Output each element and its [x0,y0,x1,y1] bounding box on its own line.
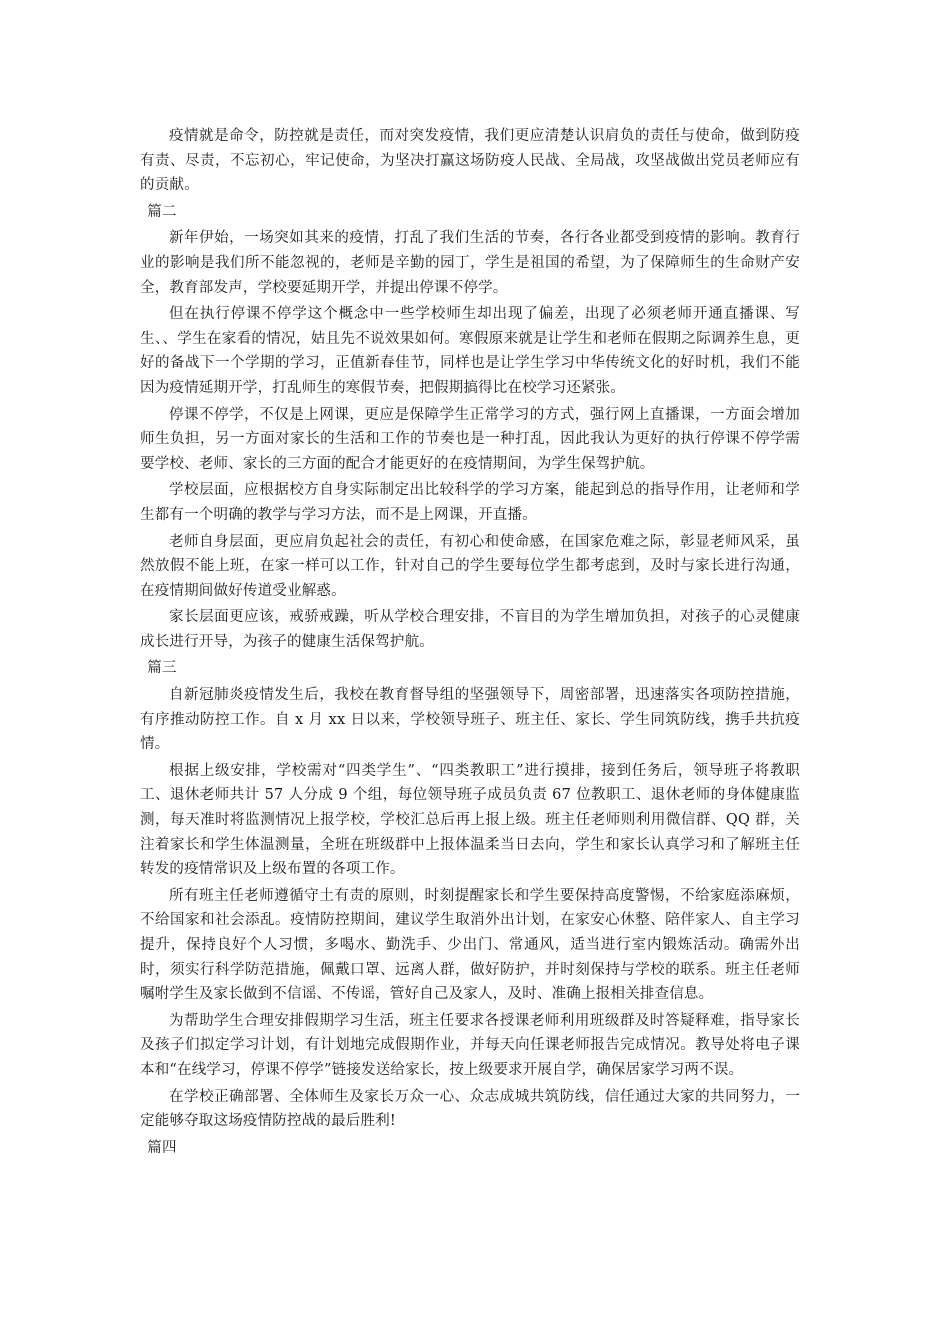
paragraph: 所有班主任老师遵循守土有责的原则，时刻提醒家长和学生要保持高度警惕，不给家庭添麻烦，不给国家和社会添乱。疫情防控期间，建议学生取消外出计划，在家安心休整、陪伴家人、自主学习提升，保持良好个人习惯，多喝水、勤洗手、少出门、常通风，适当进行室内锻炼活动。确需外出时，须实行科学防范措施，佩戴口罩、远离人群，做好防护，并时刻保持与学校的联系。班主任老师嘱咐学生及家长做到不信谣、不传谣，管好自己及家人，及时、准确上报相关排查信息。 [140,887,800,1003]
section-heading: 篇三 [147,660,177,677]
paragraph: 为帮助学生合理安排假期学习生活，班主任要求各授课老师利用班级群及时答疑释难，指导家长及孩子们拟定学习计划，有计划地完成假期作业，并每天向任课老师报告完成情况。教导处将电子课本和“在线学习，停课不停学”链接发送给家长，按上级要求开展自学，确保居家学习两不误。 [140,1012,800,1078]
paragraph: 停课不停学，不仅是上网课，更应是保障学生正常学习的方式，强行网上直播课，一方面会增加师生负担，另一方面对家长的生活和工作的节奏也是一种打乱，因此我认为更好的执行停课不停学需要学校、老师、家长的三方面的配合才能更好的在疫情期间，为学生保驾护航。 [140,406,800,472]
paragraph: 疫情就是命令，防控就是责任，而对突发疫情，我们更应清楚认识肩负的责任与使命，做到防疫有责、尽责，不忘初心，牢记使命，为坚决打赢这场防疫人民战、全局战，攻坚战做出党员老师应有的贡献。 [140,128,800,194]
paragraph: 老师自身层面，更应肩负起社会的责任，有初心和使命感，在国家危难之际，彰显老师风采，虽然放假不能上班，在家一样可以工作，针对自己的学生要每位学生都考虑到，及时与家长进行沟通，在疫情期间做好传道受业解惑。 [140,533,800,599]
paragraph: 家长层面更应该，戒骄戒躁，听从学校合理安排，不盲目的为学生增加负担，对孩子的心灵健康成长进行开导，为孩子的健康生活保驾护航。 [140,609,800,650]
paragraph: 自新冠肺炎疫情发生后，我校在教育督导组的坚强领导下，周密部署，迅速落实各项防控措施，有序推动防控工作。自 x 月 xx 日以来，学校领导班子、班主任、家长、学生同筑防线，携手共抗疫情。 [140,687,800,753]
paragraph: 在学校正确部署、全体师生及家长万众一心、众志成城共筑防线，信任通过大家的共同努力，一定能够夺取这场疫情防控战的最后胜利! [140,1088,800,1130]
section-heading: 篇四 [147,1139,177,1156]
document-body [140,124,800,1162]
paragraph: 但在执行停课不停学这个概念中一些学校师生却出现了偏差，出现了必须老师开通直播课、写生、、学生在家看的情况，姑且先不说效果如何。寒假原来就是让学生和老师在假期之际调养生息，更好的备战下一个学期的学习，正值新春佳节，同样也是让学生学习中华传统文化的好时机，我们不能因为疫情延期开学，打乱师生的寒假节奏，把假期搞得比在校学习还紧张。 [140,306,800,396]
paragraph: 新年伊始，一场突如其来的疫情，打乱了我们生活的节奏，各行各业都受到疫情的影响。教育行业的影响是我们所不能忽视的，老师是辛勤的园丁，学生是祖国的希望，为了保障师生的生命财产安全，教育部发声，学校要延期开学，并提出停课不停学。 [140,230,800,296]
section-heading: 篇二 [147,203,177,220]
paragraph: 学校层面，应根据校方自身实际制定出比较科学的学习方案，能起到总的指导作用，让老师和学生都有一个明确的教学与学习方法，而不是上网课，开直播。 [140,482,800,523]
paragraph: 根据上级安排，学校需对“四类学生”、“四类教职工”进行摸排，接到任务后，领导班子将教职工、退休老师共计 57 人分成 9 个组，每位领导班子成员负责 67 位教职工、退休老师的身体健康监测，每天准时将监测情况上报学校，学校汇总后再上报上级。班主任老师则利用微信群、QQ 群，关注着家长和学生体温测量，全班在班级群中上报体温柔当日去向，学生和家长认真学习和了解班主任转发的疫情常识及上级布置的各项工作。 [140,762,800,878]
